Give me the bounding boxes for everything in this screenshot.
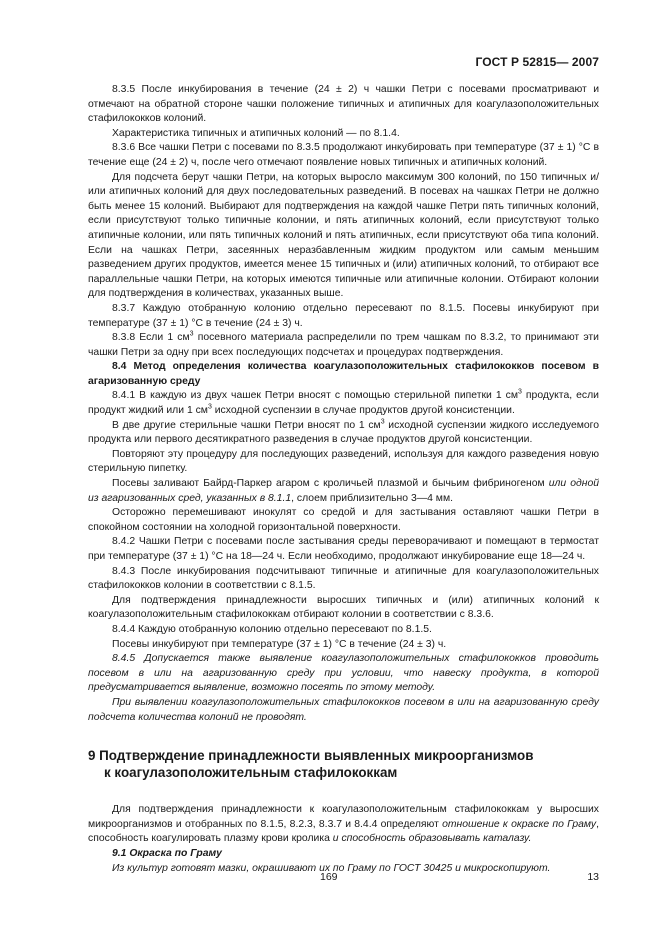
paragraph: Повторяют эту процедуру для последующих разведений, используя для каждого разведения новую стерильную пипетку.: [88, 448, 599, 475]
section-heading-9-1: 9.1 Окраска по Граму: [112, 847, 222, 859]
center-page-number: 169: [320, 871, 338, 883]
paragraph: 8.4.2 Чашки Петри с посевами после застывания среды переворачивают и помещают в термостат при температуре (37 ± 1) °С на 18—24 ч. Если необходимо, продолжают инкубирование еще 18—24 ч.: [88, 536, 599, 562]
paragraph: Для подтверждения принадлежности к коагулазоположительным стафилококкам у выросших микроорганизмов и отобранных по 8.1.5, 8.2.3, 8.3.7 и 8.4.4 определяют отношение к окраске по Граму, способность коагулировать плазму крови кролика и способность образовывать каталазу.: [88, 804, 599, 845]
paragraph: 8.4.4 Каждую отобранную колонию отдельно пересевают по 8.1.5.: [112, 623, 432, 635]
paragraph: Посевы инкубируют при температуре (37 ± 1) °С в течение (24 ± 3) ч.: [112, 638, 447, 650]
section-heading-9: 9 Подтверждение принадлежности выявленных микроорганизмов к коагулазоположительным стафилококкам: [88, 748, 534, 781]
section-heading-8-4: 8.4 Метод определения количества коагулазоположительных стафилококков посевом в агаризованную среду: [88, 361, 599, 387]
paragraph: 8.4.3 После инкубирования подсчитывают типичные и атипичные для коагулазоположительных стафилококков колонии в соответствии с 8.1.5.: [88, 565, 599, 592]
paragraph: Посевы заливают Байрд-Паркер агаром с кроличьей плазмой и бычьим фибриногеном или одной из агаризованных сред, указанных в 8.1.1, слоем приблизительно 3—4 мм.: [88, 478, 599, 504]
document-body: [88, 83, 599, 876]
paragraph: 8.3.5 После инкубирования в течение (24 ± 2) ч чашки Петри с посевами просматривают и отмечают на обратной стороне чашки положение типичных и атипичных для коагулазоположительных стафилококков колоний.: [88, 84, 599, 125]
paragraph: Осторожно перемешивают инокулят со средой и для застывания оставляют чашки Петри в спокойном состоянии на холодной горизонтальной поверхности.: [88, 507, 599, 533]
paragraph: 8.4.5 Допускается также выявление коагулазоположительных стафилококков проводить посевом в или на агаризованную среду при условии, что навеску продукта, в которой предусматривается выявление, возможно посеять по этому методу.: [88, 653, 599, 694]
paragraph: В две другие стерильные чашки Петри вносят по 1 $см^3$ исходной суспензии жидкого исследуемого продукта или первого десятикратного разведения в случае продуктов другой консистенции.: [88, 418, 599, 446]
paragraph: 8.3.8 Если 1 $см^3$ посевного материала распределили по трем чашкам по 8.3.2, то принимают эти чашки Петри за одну при всех последующих подсчетах и процедурах подтверждения.: [88, 330, 599, 358]
paragraph: Для подтверждения принадлежности выросших типичных и (или) атипичных колоний к коагулазоположительным стафилококкам отбирают колонии в соответствии с 8.3.6.: [88, 594, 599, 621]
paragraph: Из культур готовят мазки, окрашивают их по Граму по ГОСТ 30425 и микроскопируют.: [112, 862, 551, 874]
paragraph: Для подсчета берут чашки Петри, на которых выросло максимум 300 колоний, по 150 типичных и/или атипичных колоний для двух последовательных разведений. В посевах на чашках Петри не должно быть менее 15 колоний. Выбирают для подтверждения на каждой чашке Петри пять типичных колоний, если присутствуют только типичные колонии, и пять атипичных колоний, если присутствуют только атипичные колонии, или пять типичных колоний и пять атипичных, если присутствуют оба типа колоний. Если на чашках Петри, засеянных неразбавленным жидким продуктом или самым меньшим разведением других продуктов, имеется менее 15 типичных и (или) атипичных колоний, то отбирают все параллельные чашки Петри, на которых имеются типичные или атипичные колонии. Отбирают колонии для подтверждения в количествах, указанных выше.: [88, 171, 599, 300]
paragraph: 8.4.1 В каждую из двух чашек Петри вносят с помощью стерильной пипетки 1 $см^3$ продукта, если продукт жидкий или 1 $см^3$ исходной суспензии в случае продуктов другой консистенции.: [88, 389, 599, 417]
paragraph: При выявлении коагулазоположительных стафилококков посевом в или на агаризованную среду подсчета количества колоний не проводят.: [88, 696, 599, 723]
paragraph: Характеристика типичных и атипичных колоний — по 8.1.4.: [112, 127, 400, 139]
paragraph: 8.3.6 Все чашки Петри с посевами по 8.3.5 продолжают инкубировать при температуре (37 ± 1) °С в течение еще (24 ± 2) ч, после чего отмечают появление новых типичных и атипичных колоний.: [88, 142, 599, 168]
standard-header: ГОСТ Р 52815— 2007: [475, 55, 599, 69]
page-number: 13: [587, 871, 599, 883]
paragraph: 8.3.7 Каждую отобранную колонию отдельно пересевают по 8.1.5. Посевы инкубируют при температуре (37 ± 1) °С в течение (24 ± 3) ч.: [88, 302, 599, 329]
